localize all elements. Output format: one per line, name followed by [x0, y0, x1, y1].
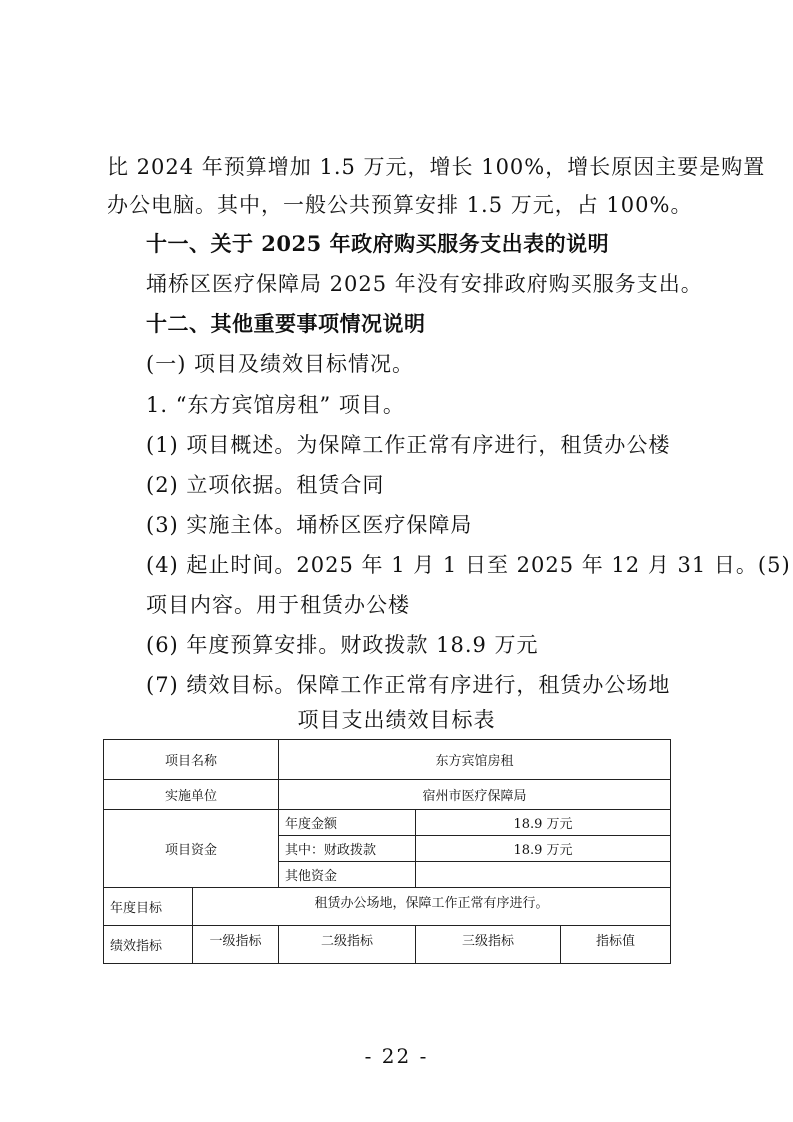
- annual-goal-value: 租赁办公场地，保障工作正常有序进行。: [193, 888, 671, 926]
- section-heading-11: 十一、关于 2025 年政府购买服务支出表的说明: [146, 231, 610, 256]
- paragraph-line: (6) 年度预算安排。财政拨款 18.9 万元: [146, 633, 539, 657]
- level2-indicator-header: 二级指标: [279, 926, 416, 964]
- annual-amount-label: 年度金额: [279, 810, 416, 836]
- section-heading-12: 十二、其他重要事项情况说明: [146, 311, 426, 336]
- fiscal-value: 18.9 万元: [416, 836, 671, 862]
- table-row: [104, 740, 671, 780]
- table-row: [104, 888, 671, 926]
- subsection-heading: (一) 项目及绩效目标情况。: [146, 352, 415, 376]
- paragraph-line: 项目内容。用于租赁办公楼: [146, 593, 410, 617]
- paragraph-line: 办公电脑。其中，一般公共预算安排 1.5 万元，占 100%。: [107, 193, 693, 217]
- fiscal-label: 其中：财政拨款: [279, 836, 416, 862]
- paragraph-line: (4) 起止时间。2025 年 1 月 1 日至 2025 年 12 月 31 日。(5): [146, 553, 791, 577]
- paragraph-line: (3) 实施主体。埇桥区医疗保障局: [146, 513, 473, 537]
- other-funds-value: [416, 862, 671, 888]
- project-heading: 1. “东方宾馆房租” 项目。: [146, 393, 405, 417]
- level1-indicator-header: 一级指标: [193, 926, 279, 964]
- annual-goal-label: 年度目标: [104, 888, 193, 926]
- funds-label: 项目资金: [104, 810, 279, 888]
- table-row: [104, 810, 671, 836]
- paragraph-line: 埇桥区医疗保障局 2025 年没有安排政府购买服务支出。: [146, 272, 703, 296]
- table-row: [104, 926, 671, 964]
- performance-target-table: [103, 739, 671, 964]
- paragraph-line: (1) 项目概述。为保障工作正常有序进行，租赁办公楼: [146, 433, 671, 457]
- page-number: - 22 -: [364, 1044, 429, 1068]
- annual-amount-value: 18.9 万元: [416, 810, 671, 836]
- other-funds-label: 其他资金: [279, 862, 416, 888]
- paragraph-line: (7) 绩效目标。保障工作正常有序进行，租赁办公场地: [146, 673, 671, 697]
- table-title: 项目支出绩效目标表: [297, 708, 496, 732]
- level3-indicator-header: 三级指标: [416, 926, 561, 964]
- indicator-value-header: 指标值: [561, 926, 671, 964]
- paragraph-line: 比 2024 年预算增加 1.5 万元，增长 100%，增长原因主要是购置: [107, 155, 766, 179]
- unit-label: 实施单位: [104, 780, 279, 810]
- unit-value: 宿州市医疗保障局: [279, 780, 671, 810]
- project-name-value: 东方宾馆房租: [279, 740, 671, 780]
- perf-indicator-label: 绩效指标: [104, 926, 193, 964]
- table-row: [104, 780, 671, 810]
- project-name-label: 项目名称: [104, 740, 279, 780]
- paragraph-line: (2) 立项依据。租赁合同: [146, 473, 385, 497]
